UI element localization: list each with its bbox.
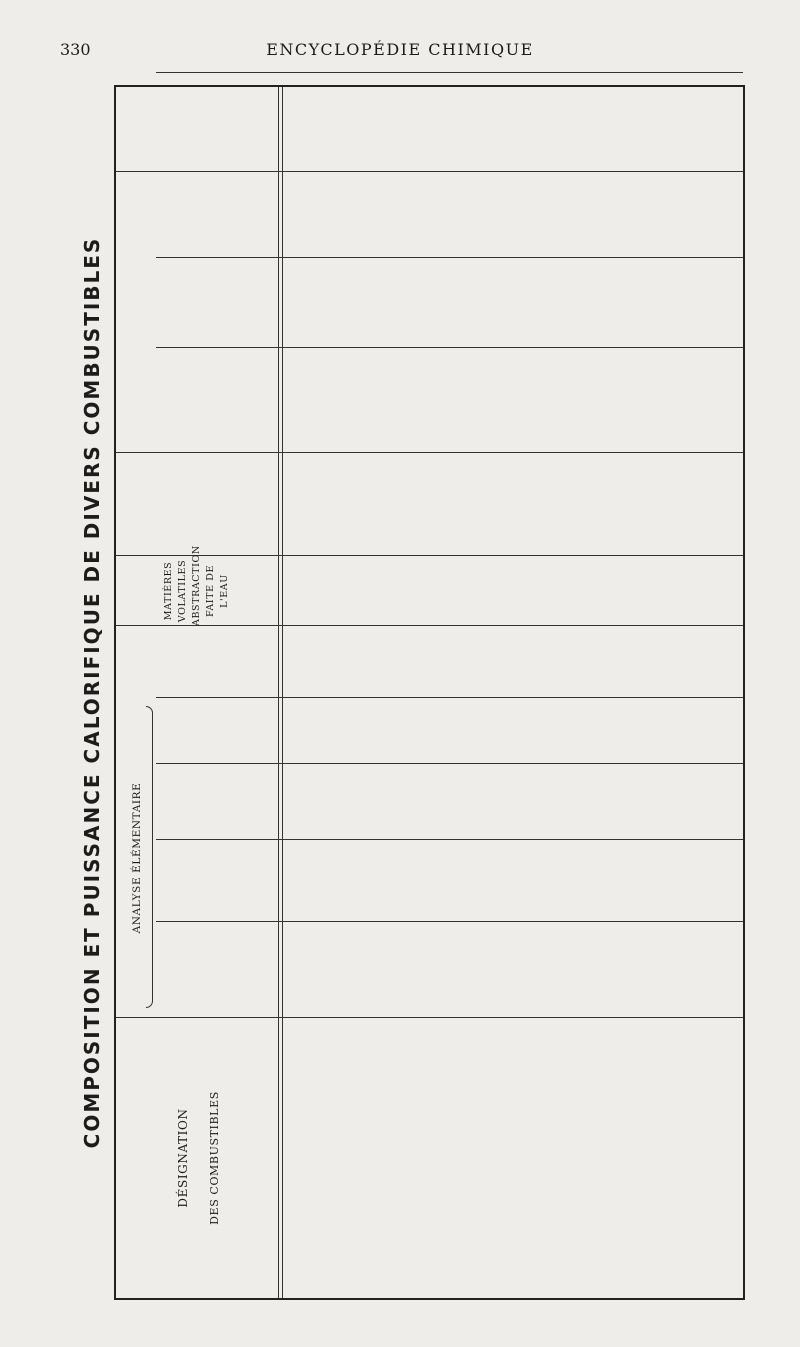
table-frame bbox=[114, 85, 745, 1300]
page-number: 330 bbox=[60, 40, 91, 59]
running-header: ENCYCLOPÉDIE CHIMIQUE bbox=[266, 40, 534, 59]
header-rule bbox=[278, 87, 279, 1298]
col-sep bbox=[156, 257, 743, 258]
volatile-header bbox=[162, 545, 232, 626]
header-rule-double bbox=[282, 87, 283, 1298]
col-sep bbox=[156, 763, 743, 764]
designation-header-line2: DES COMBUSTIBLES bbox=[208, 1091, 221, 1225]
col-sep bbox=[116, 452, 743, 453]
col-sep bbox=[116, 171, 743, 172]
rotated-table bbox=[70, 85, 745, 1300]
table-title: COMPOSITION ET PUISSANCE CALORIFIQUE DE DIVERS COMBUSTIBLES bbox=[80, 236, 104, 1149]
elementary-analysis-header: ANALYSE ÉLÉMENTAIRE bbox=[131, 782, 143, 934]
col-sep bbox=[156, 839, 743, 840]
volatile-header-line1: MATIÈRES VOLATILES bbox=[163, 559, 188, 623]
designation-header-line1: DÉSIGNATION bbox=[176, 1108, 190, 1208]
col-sep bbox=[156, 697, 743, 698]
volatile-header-line2: ABSTRACTION bbox=[191, 545, 202, 626]
col-sep bbox=[156, 72, 743, 73]
designation-header bbox=[176, 1018, 222, 1298]
volatile-header-line3: FAITE DE L'EAU bbox=[205, 564, 230, 618]
header-brace bbox=[146, 706, 153, 1008]
col-sep bbox=[156, 921, 743, 922]
col-sep bbox=[156, 347, 743, 348]
